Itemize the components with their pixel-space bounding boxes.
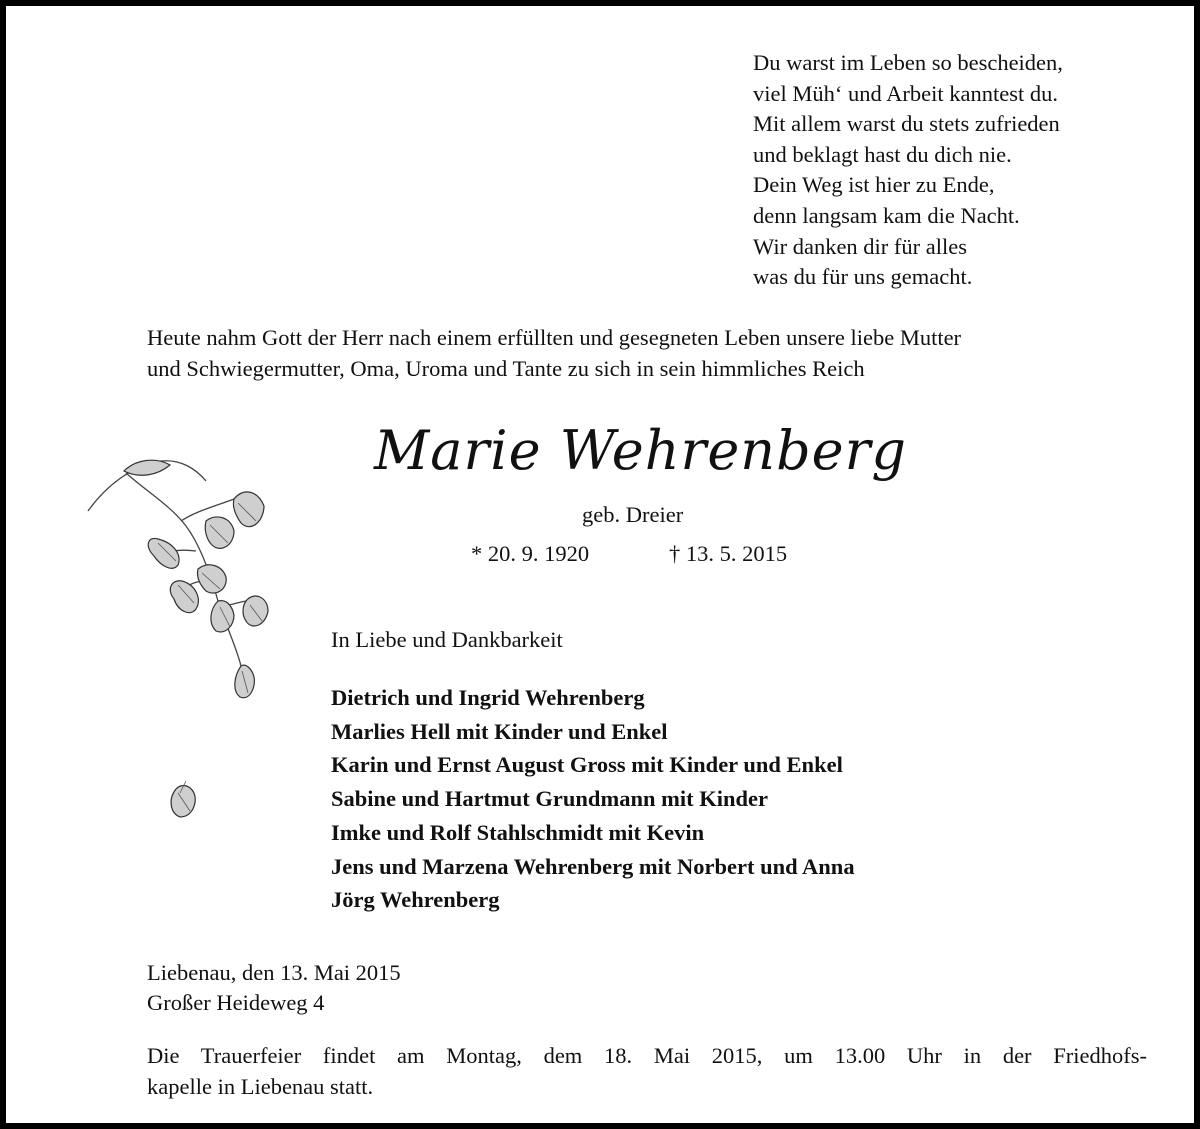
announcement-line: und Schwiegermutter, Oma, Uroma und Tante zu sich in sein himmliches Reich: [147, 355, 865, 381]
service-line: Die Trauerfeier findet am Montag, dem 18. Mai 2015, um 13.00 Uhr in der Friedhofs-: [147, 1043, 1147, 1068]
poem-line: Dein Weg ist hier zu Ende,: [753, 172, 995, 198]
poem-line: und beklagt hast du dich nie.: [753, 141, 1012, 167]
mourner-entry: Imke und Rolf Stahlschmidt mit Kevin: [331, 819, 705, 845]
deceased-name: Marie Wehrenberg: [374, 419, 907, 482]
maiden-name: geb. Dreier: [582, 502, 684, 527]
mourner-entry: Marlies Hell mit Kinder und Enkel: [331, 718, 668, 744]
service-line: kapelle in Liebenau statt.: [147, 1074, 374, 1099]
poem-line: Du warst im Leben so bescheiden,: [753, 50, 1063, 75]
mourner-entry: Jens und Marzena Wehrenberg mit Norbert und Anna: [331, 853, 855, 879]
poem-line: viel Müh‘ und Arbeit kanntest du.: [753, 80, 1058, 106]
announcement-text: [147, 323, 1147, 384]
mourner-entry: Karin und Ernst August Gross mit Kinder und Enkel: [331, 752, 843, 778]
mourner-entry: Jörg Wehrenberg: [331, 887, 500, 913]
poem-line: Mit allem warst du stets zufrieden: [753, 111, 1060, 137]
address: Großer Heideweg 4: [147, 990, 325, 1015]
place-date: Liebenau, den 13. Mai 2015: [147, 960, 401, 985]
death-date: † 13. 5. 2015: [669, 541, 788, 566]
birch-branch-icon: [86, 451, 286, 841]
poem-line: Wir danken dir für alles: [753, 233, 968, 259]
mourners-list: [331, 681, 855, 917]
funeral-service-info: [147, 1040, 1147, 1102]
mourner-entry: Dietrich und Ingrid Wehrenberg: [331, 685, 645, 710]
poem-line: was du für uns gemacht.: [753, 264, 973, 290]
birth-date: * 20. 9. 1920: [471, 541, 590, 566]
place-and-address: [147, 958, 401, 1018]
poem-line: denn langsam kam die Nacht.: [753, 202, 1020, 228]
closing-phrase: In Liebe und Dankbarkeit: [331, 627, 563, 652]
memorial-poem: [753, 48, 1063, 293]
announcement-line: Heute nahm Gott der Herr nach einem erfüllten und gesegneten Leben unsere liebe Mutter: [147, 325, 962, 350]
mourner-entry: Sabine und Hartmut Grundmann mit Kinder: [331, 786, 768, 812]
